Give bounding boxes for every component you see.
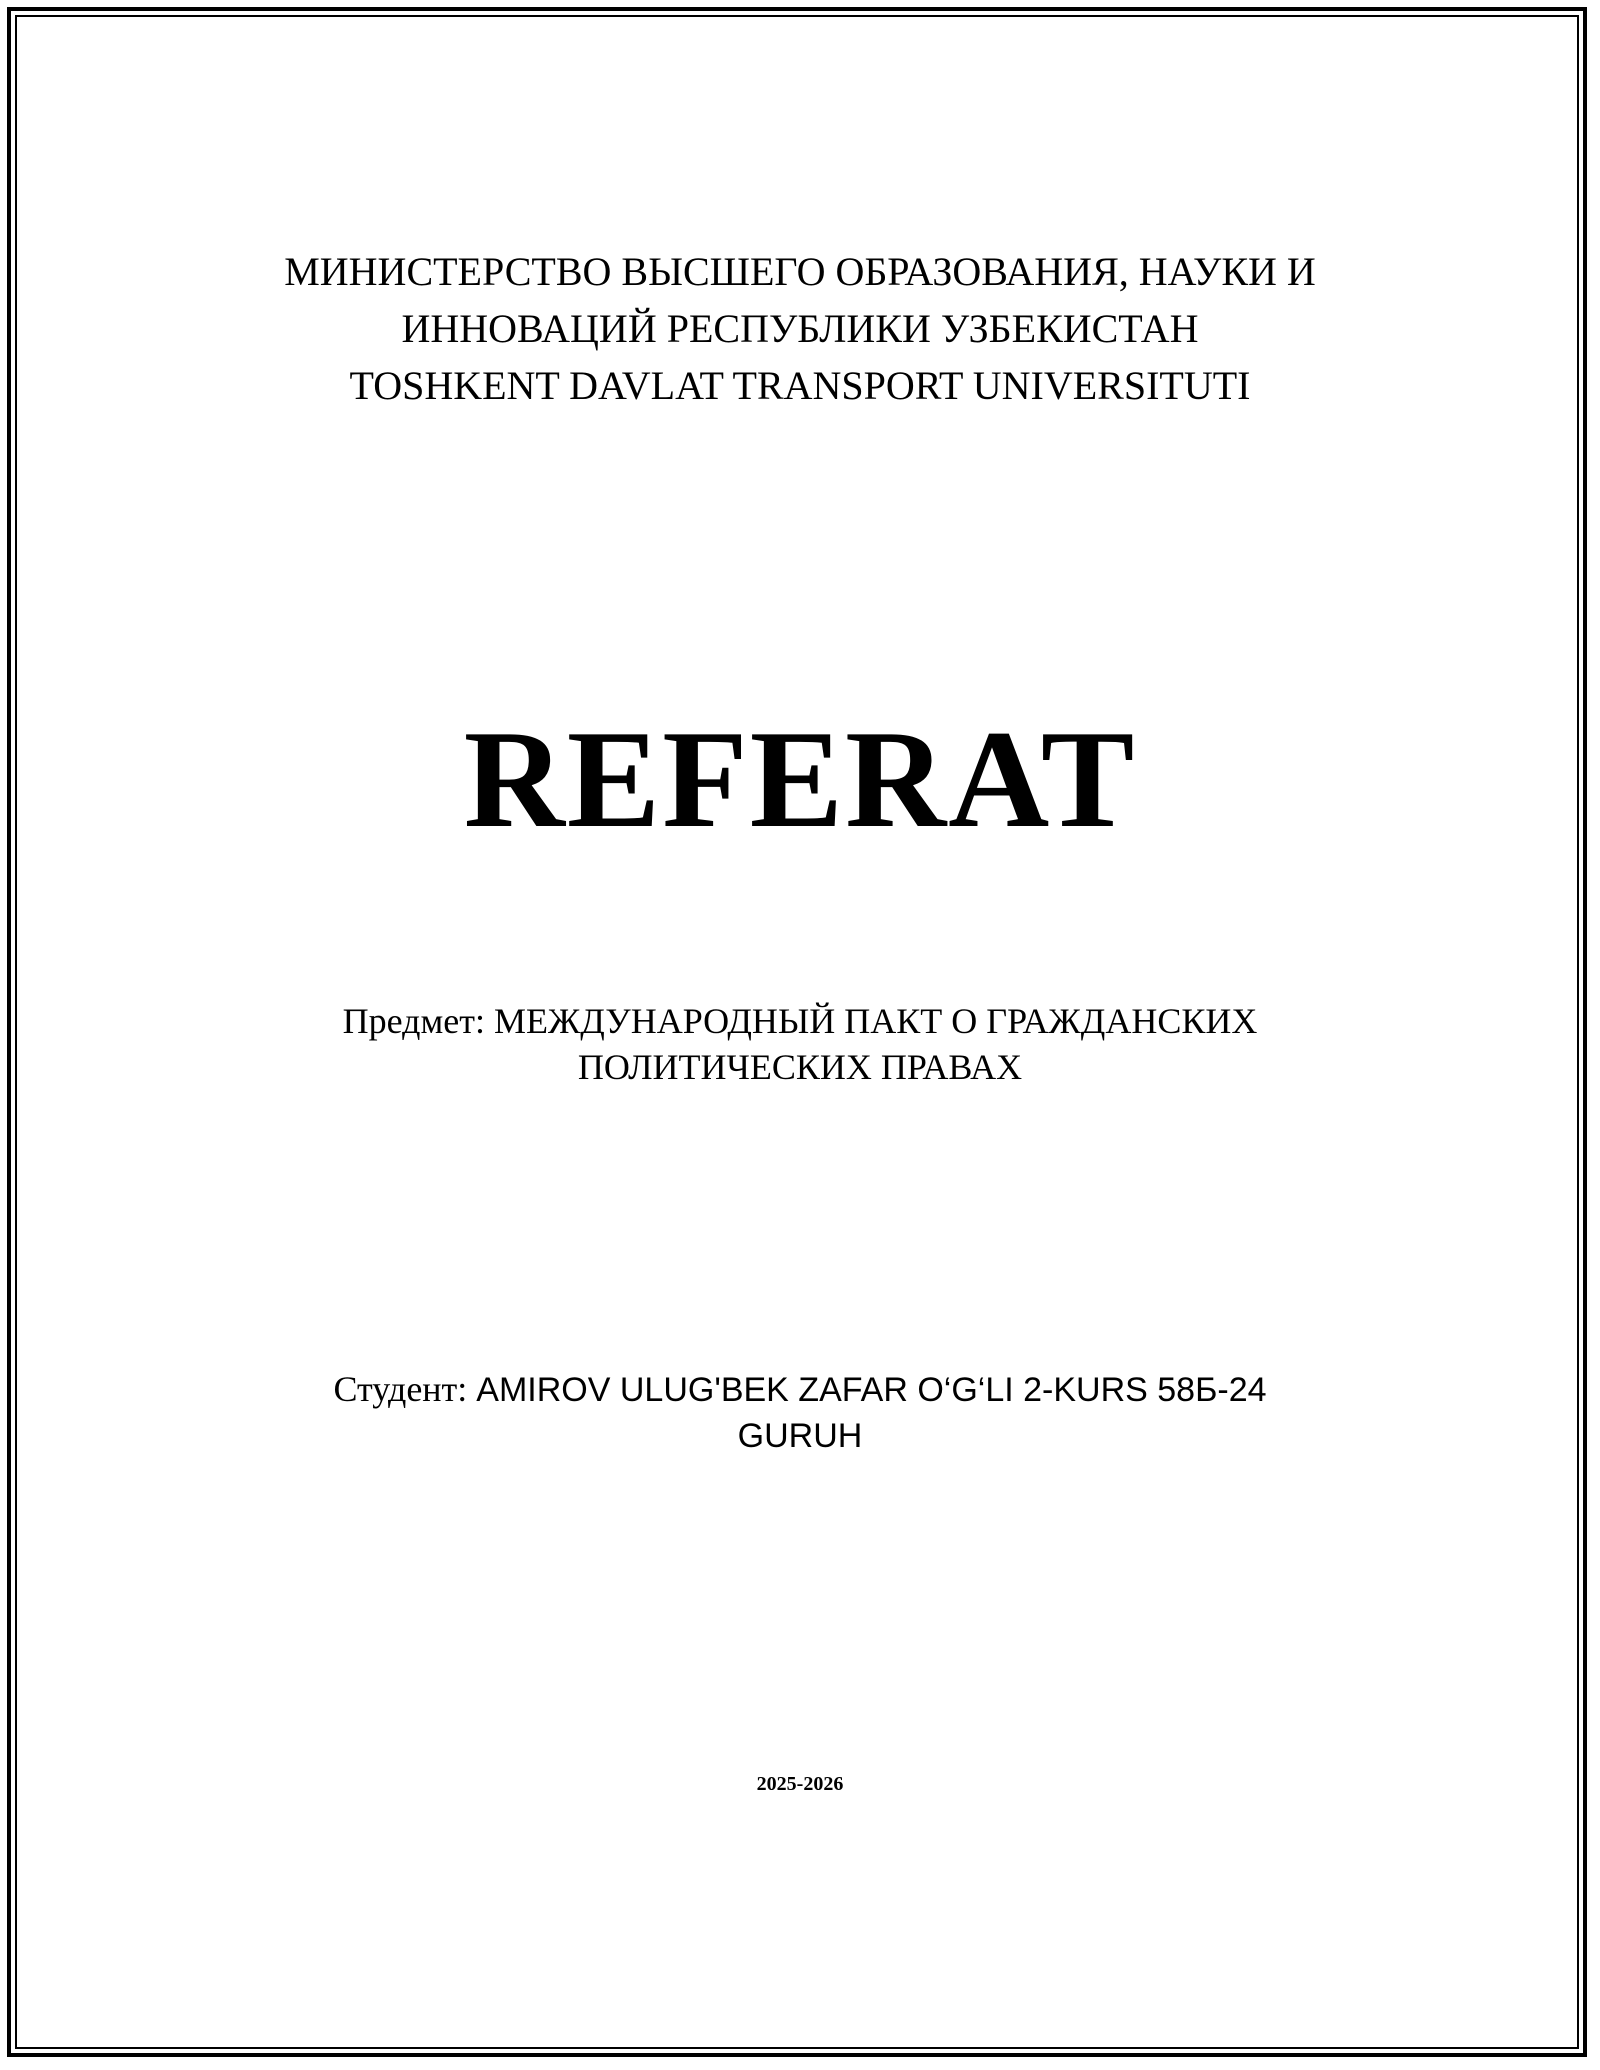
- institution-header: [0, 243, 1600, 414]
- student-value-line-1: AMIROV ULUG'BEK ZAFAR O‘G‘LI 2-KURS 58Б-24: [476, 1371, 1267, 1409]
- university-name: TOSHKENT DAVLAT TRANSPORT UNIVERSITUTI: [349, 363, 1251, 408]
- student-value-line-2: GURUH: [737, 1417, 863, 1455]
- ministry-line-1: МИНИСТЕРСТВО ВЫСШЕГО ОБРАЗОВАНИЯ, НАУКИ И: [284, 249, 1316, 294]
- ministry-line-2: ИННОВАЦИЙ РЕСПУБЛИКИ УЗБЕКИСТАН: [401, 306, 1199, 351]
- student-block: [0, 1366, 1600, 1459]
- subject-value-line-1: МЕЖДУНАРОДНЫЙ ПАКТ О ГРАЖДАНСКИХ: [493, 1001, 1258, 1041]
- subject-value-line-2: ПОЛИТИЧЕСКИХ ПРАВАХ: [577, 1047, 1023, 1087]
- document-title: REFERAT: [463, 702, 1137, 857]
- academic-year: 2025-2026: [756, 1773, 844, 1795]
- subject-label: Предмет:: [342, 1001, 485, 1041]
- subject-block: [0, 998, 1600, 1090]
- student-label: Студент:: [333, 1369, 468, 1409]
